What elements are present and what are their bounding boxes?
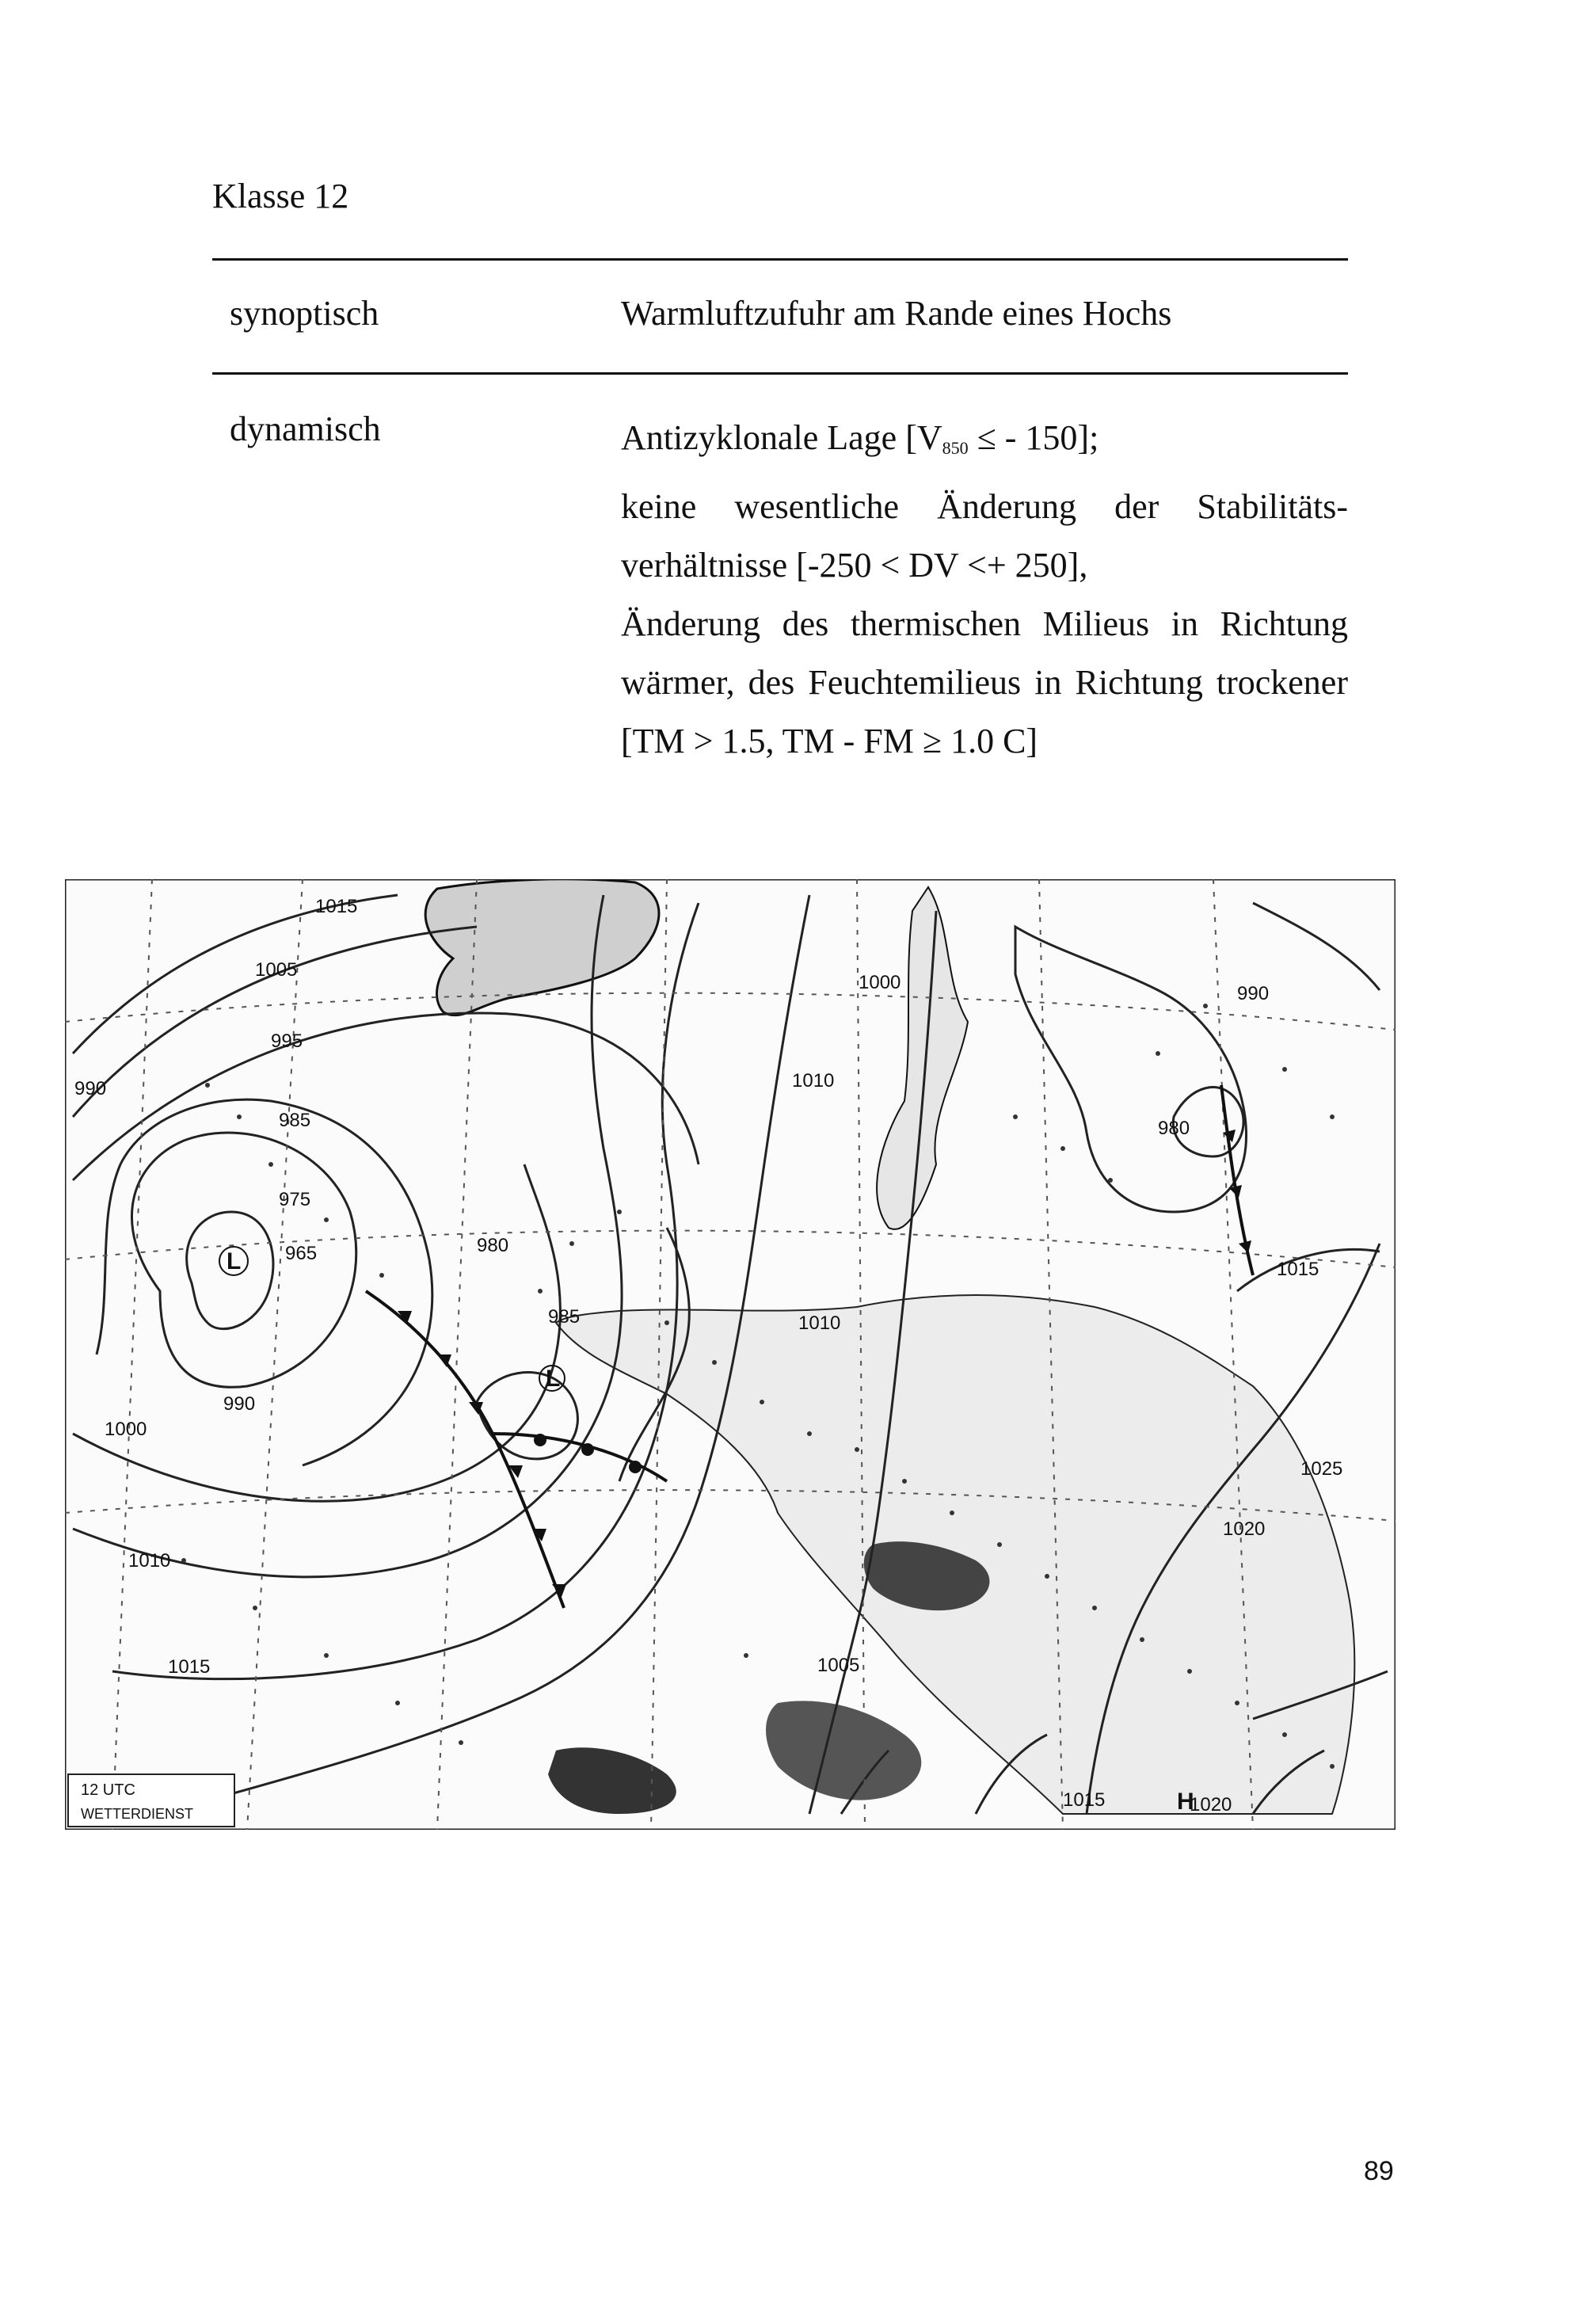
- map-caption-service: WETTERDIENST: [81, 1806, 193, 1822]
- isobar-label: 1020: [1190, 1794, 1232, 1815]
- isobar-label: 980: [1158, 1118, 1190, 1139]
- isobar-label: 1020: [1223, 1518, 1266, 1540]
- isobar-label: 985: [279, 1110, 311, 1131]
- map-caption-time: 12 UTC: [81, 1781, 135, 1799]
- dynamic-label: dynamisch: [230, 410, 381, 448]
- low-center-label: L: [227, 1248, 242, 1274]
- isobar-label: 1015: [1063, 1789, 1106, 1811]
- isobar-label: 1015: [1277, 1259, 1319, 1280]
- isobar-label: 1010: [792, 1070, 835, 1092]
- map-caption: [68, 1774, 234, 1827]
- isobar-label: 1000: [859, 972, 901, 993]
- dynamic-line-5: wärmer, des Feuchtemilieus in Richtung trockener: [621, 663, 1348, 702]
- dynamic-description: [621, 409, 1348, 771]
- isobar-label: 965: [285, 1243, 318, 1264]
- dynamic-line-3: verhältnisse [-250 < DV <+ 250],: [621, 546, 1088, 585]
- isobar-label: 990: [1237, 983, 1270, 1004]
- isobar-label: 975: [279, 1189, 311, 1210]
- dynamic-line-2: keine wesentliche Änderung der Stabilitäts-: [621, 487, 1348, 526]
- isobar-label: 1010: [798, 1312, 841, 1334]
- dynamic-line-1-post: ≤ - 150];: [968, 418, 1099, 457]
- weather-map: [65, 879, 1396, 1830]
- isobar-label: 1000: [105, 1419, 147, 1440]
- isobar-label: 995: [271, 1031, 303, 1052]
- middle-rule: [212, 372, 1348, 375]
- isobar-label: 985: [548, 1306, 581, 1328]
- page-number: 89: [1364, 2156, 1394, 2186]
- isobar-label: 980: [477, 1235, 509, 1256]
- page-header: Klasse 12: [212, 177, 349, 215]
- isobar-label: 1005: [255, 959, 298, 981]
- dynamic-line-1-sub: 850: [942, 438, 969, 458]
- isobar-label: 990: [223, 1393, 256, 1415]
- isobar-label: 1005: [817, 1655, 860, 1676]
- low-center-label: L: [546, 1366, 561, 1392]
- isobar-label: 1010: [128, 1550, 171, 1572]
- isobar-label: 1025: [1300, 1458, 1343, 1480]
- synoptic-text: Warmluftzufuhr am Rande eines Hochs: [621, 294, 1172, 333]
- dynamic-line-4: Änderung des thermischen Milieus in Richtung: [621, 604, 1348, 643]
- high-center-label: H: [1177, 1789, 1194, 1815]
- dynamic-line-1: [621, 409, 1348, 478]
- top-rule: [212, 258, 1348, 261]
- isobar-label: 1015: [168, 1656, 211, 1678]
- synoptic-label: synoptisch: [230, 294, 379, 333]
- isobar-label: 1015: [315, 896, 358, 917]
- dynamic-line-1-pre: Antizyklonale Lage [V: [621, 418, 942, 457]
- isobar-label: 990: [74, 1078, 107, 1099]
- dynamic-line-6: [TM > 1.5, TM - FM ≥ 1.0 C]: [621, 722, 1038, 760]
